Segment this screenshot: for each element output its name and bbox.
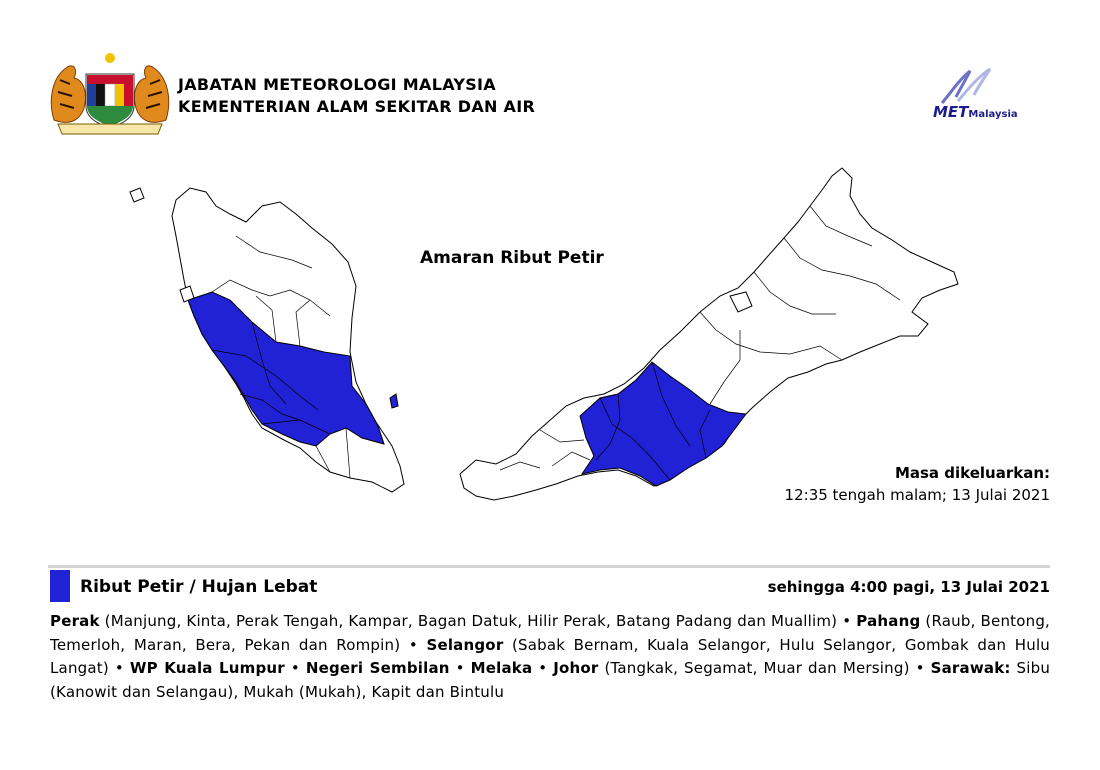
legend-swatch	[50, 570, 70, 602]
area-detail: Sibu (Kanowit dan Selangau), Mukah (Mukah), Kapit dan Bintulu	[50, 659, 1051, 701]
east-malaysia	[460, 168, 958, 500]
legend	[50, 570, 1050, 602]
met-logo-sub: Malaysia	[968, 109, 1018, 120]
area-separator: •	[837, 612, 857, 630]
area-detail: (Raub, Bentong, Temerloh, Maran, Bera, Pekan dan Rompin)	[50, 612, 1051, 654]
met-malaysia-logo	[933, 65, 1048, 125]
langkawi-island	[130, 188, 144, 202]
divider	[48, 565, 1050, 568]
area-separator: •	[449, 659, 471, 677]
area-state: Pahang	[856, 612, 921, 630]
issued-block	[785, 462, 1050, 506]
area-detail: (Sabak Bernam, Kuala Selangor, Hulu Selangor, Gombak dan Hulu Langat)	[50, 635, 1051, 677]
area-separator: •	[284, 659, 306, 677]
area-state: Perak	[50, 612, 100, 630]
affected-areas	[50, 610, 1050, 704]
lightning-swoosh-icon	[938, 65, 1008, 105]
area-separator: •	[108, 659, 130, 677]
area-separator: •	[532, 659, 554, 677]
met-logo-main: MET	[933, 103, 969, 121]
map-title: Amaran Ribut Petir	[420, 248, 604, 268]
area-state: Melaka	[470, 659, 533, 677]
legend-label: Ribut Petir / Hujan Lebat	[80, 577, 318, 597]
header	[48, 50, 1058, 140]
area-state: WP Kuala Lumpur	[129, 659, 285, 677]
area-separator: •	[909, 659, 931, 677]
valid-until: sehingga 4:00 pagi, 13 Julai 2021	[767, 578, 1050, 596]
issued-time: 12:35 tengah malam; 13 Julai 2021	[784, 486, 1050, 504]
agency-block	[178, 74, 535, 118]
coat-of-arms-icon	[48, 50, 172, 135]
area-detail: (Manjung, Kinta, Perak Tengah, Kampar, Bagan Datuk, Hilir Perak, Batang Padang dan Muallim)	[99, 612, 838, 630]
issued-label: Masa dikeluarkan:	[894, 464, 1050, 482]
tioman-island	[390, 394, 398, 408]
met-logo-text	[933, 103, 1018, 121]
area-separator: •	[400, 635, 427, 654]
peninsular-malaysia	[130, 188, 404, 492]
ministry-name: KEMENTERIAN ALAM SEKITAR DAN AIR	[178, 97, 536, 116]
area-state: Selangor	[426, 635, 504, 654]
area-state: Negeri Sembilan	[305, 659, 450, 677]
area-state: Sarawak:	[930, 659, 1011, 677]
agency-name: JABATAN METEOROLOGI MALAYSIA	[178, 75, 496, 94]
area-detail: (Tangkak, Segamat, Muar dan Mersing)	[598, 659, 910, 677]
area-state: Johor	[553, 659, 599, 677]
